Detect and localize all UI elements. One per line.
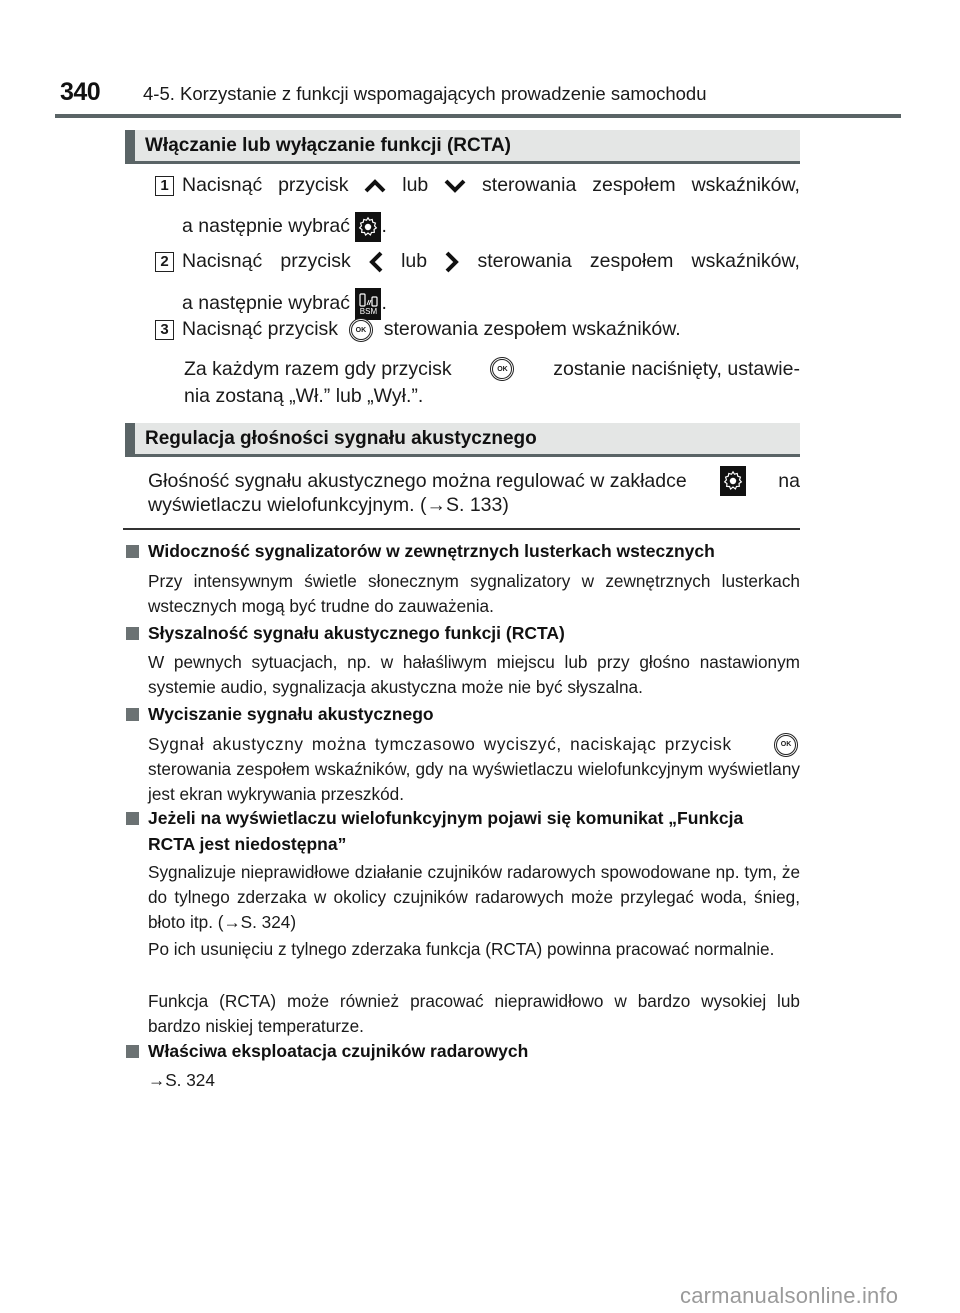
- note-title: Wyciszanie sygnału akustycznego: [126, 704, 434, 725]
- note-title: Widoczność sygnalizatorów w zewnętrznych lusterkach wstecznych: [126, 541, 715, 562]
- note-title: Właściwa eksploatacja czujników radarowych: [126, 1041, 528, 1062]
- ok-button-icon: OK: [490, 357, 514, 381]
- note-paragraph: Przy intensywnym świetle słonecznym sygnalizatory w zewnętrznych lusterkach wstecznych mogą być trudne do zauważenia.: [148, 571, 800, 616]
- step-3-note-line-1: Za każdym razem gdy przycisk OK zostanie naciśnięty, ustawie-: [184, 357, 800, 380]
- step-3-line: 3 Nacisnąć przycisk OK sterowania zespołem wskaźników.: [155, 318, 681, 342]
- bsm-icon: BSM: [355, 288, 381, 320]
- chevron-up-icon: [364, 179, 386, 193]
- note-paragraph: Sygnalizuje nieprawidłowe działanie czujników radarowych spowodowane np. tym, że do tylnego zderzaka w okolicy czujników radarowych może przylegać woda, śnieg, błoto itp. (→S. 324): [148, 862, 800, 932]
- step-number: 3: [155, 320, 174, 340]
- bullet-square-icon: [126, 1045, 139, 1058]
- page-number: 340: [60, 78, 101, 106]
- bullet-square-icon: [126, 708, 139, 721]
- bullet-square-icon: [126, 812, 139, 825]
- page-reference-link[interactable]: →S. 324: [148, 1070, 215, 1090]
- section-title: Regulacja głośności sygnału akustycznego: [145, 428, 537, 449]
- note-paragraph: Sygnał akustyczny można tymczasowo wyciszyć, naciskając przycisk OK sterowania zespołem wskaźników, gdy na wyświetlaczu wielofunkcyjnym wyświetlany jest ekran wykrywania przeszkód.: [148, 734, 800, 804]
- step-1-line-2: a następnie wybrać .: [182, 212, 387, 242]
- section-header-volume: [125, 423, 800, 457]
- step-2-line-1: 2 Nacisnąć przycisk lub sterowania zespołem wskaźników,: [155, 250, 800, 273]
- watermark: carmanualsonline.info: [680, 1283, 899, 1308]
- bullet-square-icon: [126, 545, 139, 558]
- note-title: Słyszalność sygnału akustycznego funkcji (RCTA): [126, 623, 565, 644]
- gear-settings-icon: [720, 466, 746, 496]
- chevron-left-icon: [369, 251, 383, 273]
- step-1-line-1: 1 Nacisnąć przycisk lub sterowania zespołem wskaźników,: [155, 174, 800, 197]
- note-paragraph: W pewnych sytuacjach, np. w hałaśliwym miejscu lub przy głośno nastawionym systemie audio, sygnalizacja akustyczna może nie być słyszalna.: [148, 652, 800, 697]
- section-2-line-1: Głośność sygnału akustycznego można regulować w zakładce na: [148, 466, 800, 496]
- chapter-title: 4-5. Korzystanie z funkcji wspomagających prowadzenie samochodu: [143, 83, 707, 104]
- note-paragraph: Funkcja (RCTA) może również pracować nieprawidłowo w bardzo wysokiej lub bardzo niskiej temperaturze.: [148, 991, 800, 1036]
- section-header-rcta-toggle: [125, 130, 800, 164]
- section-2-line-2: wyświetlaczu wielofunkcyjnym. (→S. 133): [148, 494, 509, 516]
- gear-settings-icon: [355, 212, 381, 242]
- step-2-line-2: a następnie wybrać BSM .: [182, 288, 387, 320]
- note-title-continued: RCTA jest niedostępna”: [148, 834, 347, 854]
- chevron-down-icon: [444, 179, 466, 193]
- note-title: Jeżeli na wyświetlaczu wielofunkcyjnym pojawi się komunikat „Funkcja: [126, 808, 743, 829]
- step-3-note-line-2: nia zostaną „Wł.” lub „Wył.”.: [184, 385, 424, 407]
- chevron-right-icon: [445, 251, 459, 273]
- bullet-square-icon: [126, 627, 139, 640]
- note-paragraph: Po ich usunięciu z tylnego zderzaka funkcja (RCTA) powinna pracować normalnie.: [148, 939, 775, 959]
- running-header: [55, 78, 901, 118]
- step-number: 1: [155, 176, 174, 196]
- ok-button-icon: OK: [349, 318, 373, 342]
- section-title: Włączanie lub wyłączanie funkcji (RCTA): [145, 135, 511, 156]
- section-divider: [123, 528, 800, 530]
- ok-button-icon: OK: [774, 733, 798, 757]
- step-number: 2: [155, 252, 174, 272]
